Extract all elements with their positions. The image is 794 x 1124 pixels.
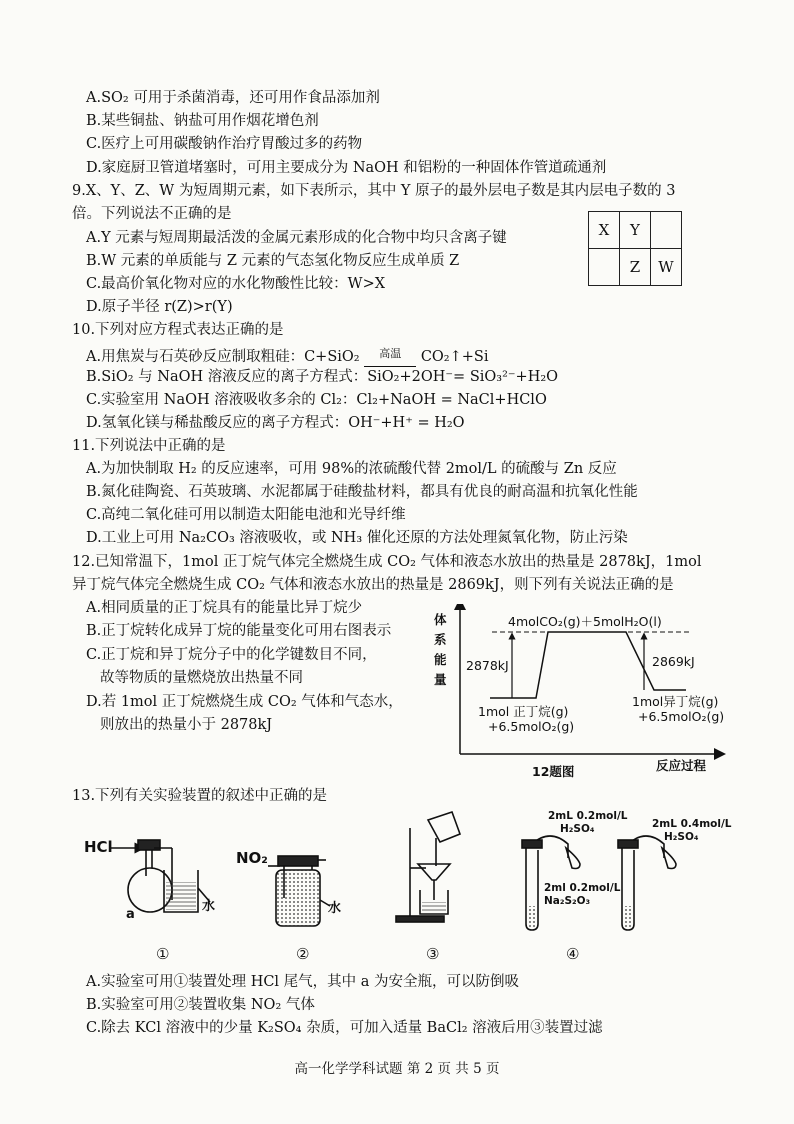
label-hcl: HCl [84,838,113,856]
diagram-left-value: 2878kJ [466,658,509,673]
cell-empty-1 [651,212,682,249]
q8-option-d: D.家庭厨卫管道堵塞时，可用主要成分为 NaOH 和铝粉的一种固体作管道疏通剂 [86,160,607,176]
cell-empty-2 [589,249,620,286]
tube-right-top-line2: H₂SO₄ [664,831,699,843]
energy-diagram-lines [430,604,730,780]
q12-stem-line2: 异丁烷气体完全燃烧生成 CO₂ 气体和液态水放出的热量是 2869kJ，则下列有关说法正确的是 [72,577,674,593]
ylabel-char-4: 量 [434,672,447,687]
diagram-left-bottom [478,704,574,734]
q13-option-a: A.实验室可用①装置处理 HCl 尾气，其中 a 为安全瓶，可以防倒吸 [86,974,520,990]
q9-stem-line2: 倍。下列说法不正确的是 [72,206,232,222]
apparatus-1 [110,840,210,912]
q11-stem: 11.下列说法中正确的是 [72,438,226,454]
ylabel-char-2: 系 [434,632,447,647]
q8-option-b: B.某些铜盐、钠盐可用作烟花增色剂 [86,113,319,129]
diagram-right-value: 2869kJ [652,654,695,669]
label-water-1: 水 [202,899,216,914]
diagram-top-label: 4molCO₂(g)＋5molH₂O(l) [508,614,662,629]
element-position-table [588,211,682,286]
figure-number-2: ② [296,945,310,963]
q13-option-b: B.实验室可用②装置收集 NO₂ 气体 [86,997,315,1013]
tube-right-top-line1: 2mL 0.4mol/L [652,818,732,830]
q12-option-d-line1: D.若 1mol 正丁烷燃烧生成 CO₂ 气体和气态水， [86,694,403,710]
q12-option-c-line2: 故等物质的量燃烧放出热量不同 [100,670,303,686]
q10-option-d: D.氢氧化镁与稀盐酸反应的离子方程式：OH⁻+H⁺ = H₂O [86,415,465,431]
label-a: a [126,907,135,922]
ylabel-char-1: 体 [434,612,447,627]
q9-option-b: B.W 元素的单质能与 Z 元素的气态氢化物反应生成单质 Z [86,253,460,269]
q12-option-a: A.相同质量的正丁烷具有的能量比异丁烷少 [86,600,363,616]
tube-left-bottom-line1: 2ml 0.2mol/L [544,882,621,894]
diagram-right-bottom [632,694,724,724]
apparatus-figures [80,808,760,968]
q11-option-d: D.工业上可用 Na₂CO₃ 溶液吸收，或 NH₃ 催化还原的方法处理氮氧化物，防止污染 [86,530,628,546]
q10-a-left: A.用焦炭与石英砂反应制取粗硅：C+SiO₂ [86,349,360,365]
q9-option-d: D.原子半径 r(Z)>r(Y) [86,299,233,315]
figure-number-1: ① [156,945,170,963]
q13-stem: 13.下列有关实验装置的叙述中正确的是 [72,788,328,804]
diagram-x-axis-label: 反应过程 [656,758,707,773]
cell-w: W [651,249,682,286]
label-tube-right-top [652,818,731,844]
page-footer: 高一化学学科试题 第 2 页 共 5 页 [294,1061,500,1077]
q12-option-c-line1: C.正丁烷和异丁烷分子中的化学键数目不同， [86,647,377,663]
ylabel-char-3: 能 [434,652,447,667]
q8-option-a: A.SO₂ 可用于杀菌消毒，还可用作食品添加剂 [86,90,380,106]
q10-stem: 10.下列对应方程式表达正确的是 [72,322,284,338]
diagram-caption: 12题图 [532,764,575,779]
left-bottom-line1: 1mol 正丁烷(g) [478,704,569,719]
apparatus-3 [396,812,460,922]
q9-stem-line1: 9.X、Y、Z、W 为短周期元素，如下表所示，其中 Y 原子的最外层电子数是其内层电子数的 3 [72,183,676,199]
q13-option-c: C.除去 KCl 溶液中的少量 K₂SO₄ 杂质，可加入适量 BaCl₂ 溶液后用③装置过滤 [86,1020,603,1036]
label-no2: NO₂ [236,849,268,867]
cell-y: Y [620,212,651,249]
energy-diagram [430,604,730,780]
q11-option-c: C.高纯二氧化硅可用以制造太阳能电池和光导纤维 [86,507,406,523]
q10-option-a [86,344,489,367]
label-tube-left-top [548,810,627,836]
label-tube-left-bottom [544,882,620,908]
q9-option-a: A.Y 元素与短周期最活泼的金属元素形成的化合物中均只含离子键 [86,230,507,246]
reaction-condition: 高温 [364,344,416,364]
tube-left-bottom-line2: Na₂S₂O₃ [544,895,591,907]
q12-stem-line1: 12.已知常温下，1mol 正丁烷气体完全燃烧生成 CO₂ 气体和液态水放出的热量是 2878kJ，1mol [72,554,702,570]
q10-option-b: B.SiO₂ 与 NaOH 溶液反应的离子方程式：SiO₂+2OH⁻= SiO₃²⁻+H₂O [86,369,559,385]
q12-option-d-line2: 则放出的热量小于 2878kJ [100,717,273,733]
q10-option-c: C.实验室用 NaOH 溶液吸收多余的 Cl₂：Cl₂+NaOH = NaCl+HClO [86,392,547,408]
left-bottom-line2: +6.5molO₂(g) [488,719,575,734]
q10-a-right: CO₂↑+Si [420,349,489,365]
tube-left-top-line1: 2mL 0.2mol/L [548,810,628,822]
cell-x: X [589,212,620,249]
tube-left-top-line2: H₂SO₄ [560,823,595,835]
label-water-2: 水 [328,901,342,916]
apparatus-2 [268,856,330,926]
right-bottom-line1: 1mol异丁烷(g) [632,694,719,709]
q9-option-c: C.最高价氧化物对应的水化物酸性比较：W>X [86,276,386,292]
diagram-y-axis-label [434,610,447,690]
q8-option-c: C.医疗上可用碳酸钠作治疗胃酸过多的药物 [86,136,363,152]
q11-option-a: A.为加快制取 H₂ 的反应速率，可用 98%的浓硫酸代替 2mol/L 的硫酸与 Zn 反应 [86,461,617,477]
figure-number-3: ③ [426,945,440,963]
q11-option-b: B.氮化硅陶瓷、石英玻璃、水泥都属于硅酸盐材料，都具有优良的耐高温和抗氧化性能 [86,484,638,500]
right-bottom-line2: +6.5molO₂(g) [638,709,725,724]
cell-z: Z [620,249,651,286]
figure-number-4: ④ [566,945,580,963]
q12-option-b: B.正丁烷转化成异丁烷的能量变化可用右图表示 [86,623,392,639]
